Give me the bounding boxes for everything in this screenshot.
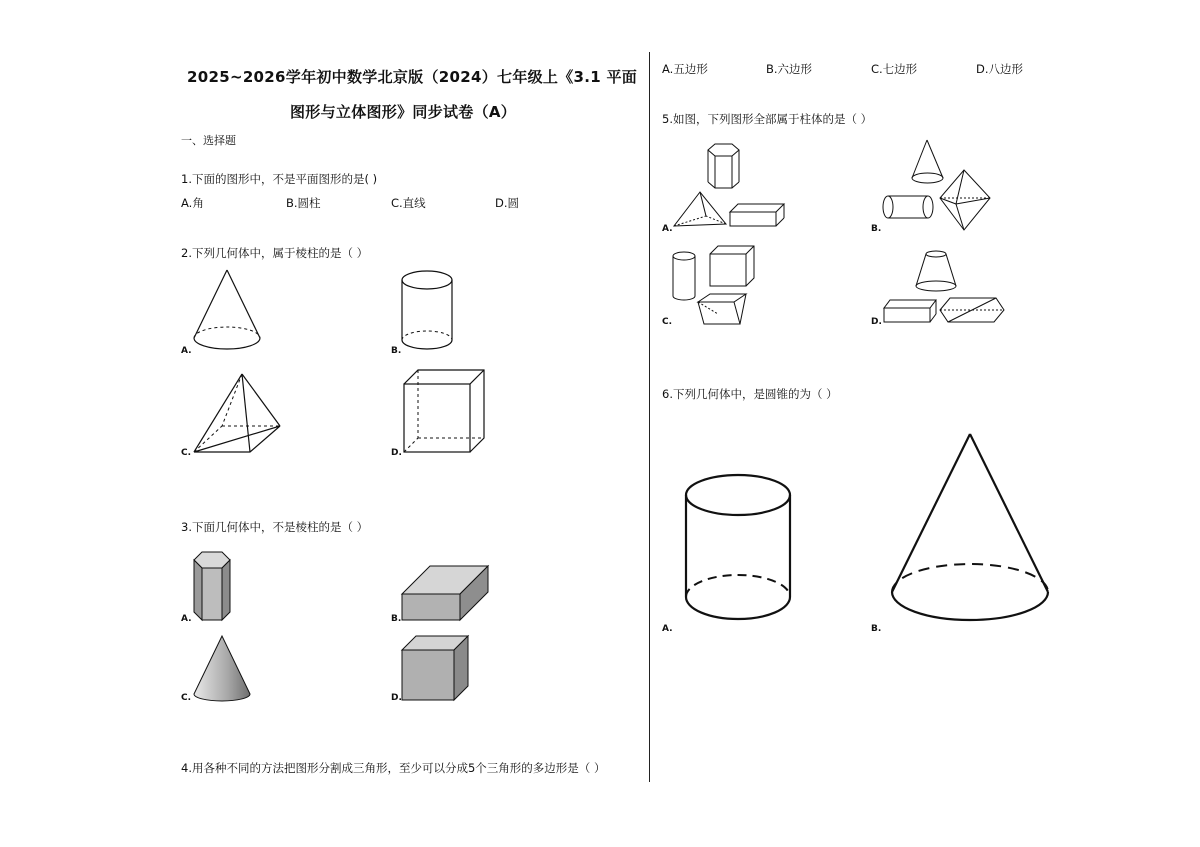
q6-cylinder-figure bbox=[684, 473, 796, 625]
q2-cube-figure bbox=[402, 368, 487, 458]
q5-label-c[interactable]: C. bbox=[662, 317, 673, 327]
q5-label-b[interactable]: B. bbox=[871, 224, 882, 234]
doc-title-line1: 2025~2026学年初中数学北京版（2024）七年级上《3.1 平面 bbox=[187, 68, 638, 86]
q2-cone-figure bbox=[190, 268, 270, 358]
q2-text: 2.下列几何体中，属于棱柱的是（ ） bbox=[181, 246, 369, 260]
q2-label-b[interactable]: B. bbox=[391, 346, 402, 356]
q3-text: 3.下面几何体中，不是棱柱的是（ ） bbox=[181, 520, 369, 534]
q4-option-c[interactable]: C.七边形 bbox=[871, 62, 918, 76]
q4-option-a[interactable]: A.五边形 bbox=[662, 62, 708, 76]
q3-cube-figure bbox=[400, 634, 472, 704]
q3-label-b[interactable]: B. bbox=[391, 614, 402, 624]
q6-label-b[interactable]: B. bbox=[871, 624, 882, 634]
q1-option-c[interactable]: C.直线 bbox=[391, 196, 426, 210]
q1-option-b[interactable]: B.圆柱 bbox=[286, 196, 321, 210]
q4-option-b[interactable]: B.六边形 bbox=[766, 62, 813, 76]
q5-option-b-figure bbox=[880, 138, 995, 233]
q5-option-d-figure bbox=[880, 248, 1008, 328]
section-heading: 一、选择题 bbox=[181, 134, 236, 147]
q3-label-c[interactable]: C. bbox=[181, 693, 192, 703]
q6-cone-figure bbox=[890, 432, 1052, 624]
q6-text: 6.下列几何体中，是圆锥的为（ ） bbox=[662, 387, 838, 401]
q3-rect-prism-figure bbox=[400, 564, 492, 624]
q2-label-d[interactable]: D. bbox=[391, 448, 402, 458]
q3-hex-prism-figure bbox=[192, 550, 234, 622]
q1-option-d[interactable]: D.圆 bbox=[495, 196, 520, 210]
q3-label-a[interactable]: A. bbox=[181, 614, 192, 624]
q5-label-d[interactable]: D. bbox=[871, 317, 882, 327]
q6-label-a[interactable]: A. bbox=[662, 624, 673, 634]
q4-text: 4.用各种不同的方法把图形分割成三角形，至少可以分成5个三角形的多边形是（ ） bbox=[181, 761, 606, 775]
q5-text: 5.如图，下列图形全部属于柱体的是（ ） bbox=[662, 112, 873, 126]
q2-pyramid-figure bbox=[192, 372, 287, 457]
q4-option-d[interactable]: D.八边形 bbox=[976, 62, 1024, 76]
q3-label-d[interactable]: D. bbox=[391, 693, 402, 703]
q3-cone-figure bbox=[192, 634, 254, 704]
q1-option-a[interactable]: A.角 bbox=[181, 196, 204, 210]
q5-label-a[interactable]: A. bbox=[662, 224, 673, 234]
q5-option-a-figure bbox=[670, 142, 790, 232]
q2-cylinder-figure bbox=[400, 268, 460, 358]
column-divider bbox=[649, 52, 650, 782]
doc-title-line2: 图形与立体图形》同步试卷（A） bbox=[290, 103, 517, 121]
q5-option-c-figure bbox=[670, 244, 790, 329]
q1-text: 1.下面的图形中，不是平面图形的是( ) bbox=[181, 172, 378, 186]
q2-label-c[interactable]: C. bbox=[181, 448, 192, 458]
q2-label-a[interactable]: A. bbox=[181, 346, 192, 356]
